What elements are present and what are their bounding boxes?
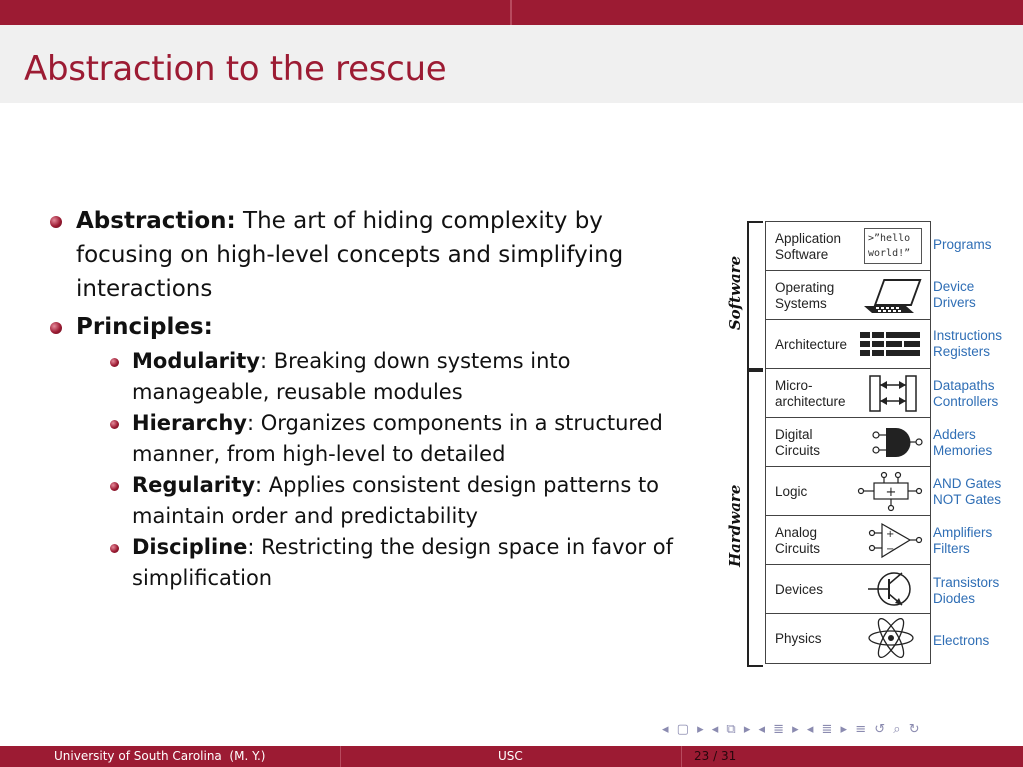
principle-modularity <box>104 346 698 408</box>
software-label: Software <box>726 255 744 331</box>
svg-text:+: + <box>885 485 897 500</box>
principles-term: Principles: <box>76 314 213 340</box>
and-gate-icon <box>854 422 924 463</box>
footer-bar <box>0 746 1023 767</box>
layer-label: Logic <box>775 483 808 499</box>
laptop-icon <box>854 275 924 316</box>
footer-short-title: USC <box>498 749 523 763</box>
top-banner-divider <box>510 0 512 25</box>
principle-discipline <box>104 532 698 594</box>
layers-table <box>765 221 931 664</box>
transistor-icon <box>854 569 924 610</box>
slide-content <box>48 204 698 598</box>
principle-text: : Restricting the design space in favor of simplification <box>132 535 673 590</box>
layer-examples-programs: Programs <box>933 237 992 252</box>
hardware-bracket <box>747 370 763 667</box>
bullet-principles <box>48 310 698 594</box>
layer-operating-systems <box>766 271 930 320</box>
footer-institution: University of South Carolina (M. Y.) <box>54 749 266 763</box>
layer-analog-circuits <box>766 516 930 565</box>
principle-term: Regularity <box>132 473 256 497</box>
layer-examples-electrons: Electrons <box>933 633 990 648</box>
slide-title: Abstraction to the rescue <box>24 49 447 89</box>
principle-term: Hierarchy <box>132 411 247 435</box>
layer-examples-drivers: Device Drivers <box>933 279 976 310</box>
layer-examples-adders: Adders Memories <box>933 427 993 458</box>
svg-text:−: − <box>886 544 895 555</box>
abstraction-text: The art of hiding complexity by focusing on high-level concepts and simplifying interactions <box>76 208 624 302</box>
sub-bullet-icon <box>110 358 119 367</box>
layer-label: Digital Circuits <box>775 426 821 458</box>
nav-slide-icon[interactable]: ≡ <box>855 722 869 737</box>
navigation-controls <box>662 722 922 737</box>
layer-label: Devices <box>775 581 824 597</box>
logic-gate-icon <box>854 471 924 512</box>
footer-divider <box>340 746 341 767</box>
nav-prev-section-icon[interactable]: ◂ ≣ ▸ <box>758 722 801 737</box>
principle-hierarchy <box>104 408 698 470</box>
layer-label: Architecture <box>775 336 848 352</box>
layer-microarchitecture <box>766 369 930 418</box>
bullet-icon <box>50 322 62 334</box>
layer-label: Analog Circuits <box>775 524 821 556</box>
layer-digital-circuits <box>766 418 930 467</box>
principle-text: : Breaking down systems into manageable, reusable modules <box>132 349 571 404</box>
layer-architecture <box>766 320 930 369</box>
sub-bullet-icon <box>110 420 119 429</box>
abstraction-layers-diagram <box>720 218 1020 668</box>
atom-icon <box>854 618 924 659</box>
layer-examples-datapaths: Datapaths Controllers <box>933 378 999 409</box>
layer-examples-amplifiers: Amplifiers Filters <box>933 525 993 556</box>
layer-examples-instructions: Instructions Registers <box>933 328 1003 359</box>
layer-label: Application Software <box>775 230 842 262</box>
sub-bullet-icon <box>110 482 119 491</box>
software-bracket <box>747 221 763 370</box>
principle-text: : Organizes components in a structured manner, from high-level to detailed <box>132 411 663 466</box>
nav-prev-frame-icon[interactable]: ◂ ▢ ▸ <box>662 722 706 737</box>
abstraction-term: Abstraction: <box>76 208 236 234</box>
layer-examples-gates: AND Gates NOT Gates <box>933 476 1002 507</box>
layer-devices <box>766 565 930 614</box>
svg-text:+: + <box>886 529 895 540</box>
nav-prev-subsection-icon[interactable]: ◂ ⧉ ▸ <box>711 722 753 737</box>
bullet-abstraction <box>48 204 698 306</box>
layer-label: Physics <box>775 630 822 646</box>
layer-label: Micro- architecture <box>775 377 846 409</box>
bullet-icon <box>50 216 62 228</box>
layer-physics <box>766 614 930 663</box>
datapath-icon <box>854 373 924 414</box>
layer-logic <box>766 467 930 516</box>
instruction-format-icon <box>854 324 924 365</box>
principle-text: : Applies consistent design patterns to maintain order and predictability <box>132 473 660 528</box>
hardware-label: Hardware <box>726 484 744 567</box>
principle-term: Discipline <box>132 535 248 559</box>
layer-label: Operating Systems <box>775 279 835 311</box>
layer-examples-transistors: Transistors Diodes <box>933 575 1000 606</box>
principle-term: Modularity <box>132 349 260 373</box>
layer-application-software <box>766 222 930 271</box>
nav-section-icon[interactable]: ◂ ≣ ▸ <box>806 722 850 737</box>
principle-regularity <box>104 470 698 532</box>
footer-divider <box>681 746 682 767</box>
sub-bullet-icon <box>110 544 119 553</box>
hello-world-box: >”hello world!” <box>864 228 922 264</box>
principles-list <box>104 346 698 594</box>
nav-search-icon[interactable]: ↺ ⌕ ↻ <box>874 722 922 737</box>
op-amp-icon <box>854 520 924 561</box>
footer-page-number: 23 / 31 <box>694 749 737 763</box>
